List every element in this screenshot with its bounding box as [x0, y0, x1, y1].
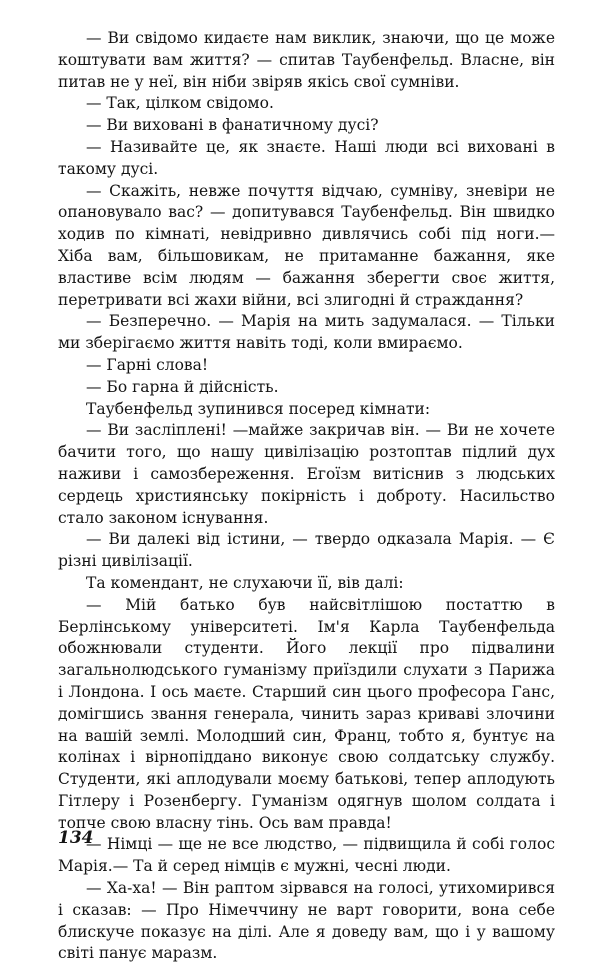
- paragraph: — Німці — ще не все людство, — підвищила й собі голос Марія.— Та й серед німців є мужні, чесні люди.: [58, 835, 555, 876]
- paragraph: — Ха-ха! — Він раптом зірвався на голосі, утихомирився і сказав: — Про Німеччину не варт говорити, вона себе блискуче показує на ділі. Але я доведу вам, що і у вашому світі панує маразм.: [58, 879, 555, 963]
- paragraph: — Бо гарна й дійсність.: [86, 377, 279, 396]
- paragraph: Та комендант, не слухаючи її, вів далі:: [86, 573, 404, 592]
- paragraph: — Ви далекі від істини, — твердо одказала Марія. — Є різні цивілізації.: [58, 530, 555, 571]
- body-text: [58, 28, 555, 965]
- paragraph: — Так, цілком свідомо.: [86, 94, 274, 113]
- paragraph: — Гарні слова!: [86, 355, 209, 374]
- paragraph: — Ви засліплені! —майже закричав він. — Ви не хочете бачити того, що нашу цивілізацію розтоптав підлий дух наживи і самозбереження. Егоїзм витіснив з людських сердець християнську покірність і доброту. Насильство стало законом існування.: [58, 421, 555, 527]
- paragraph: — Скажіть, невже почуття відчаю, сумніву, зневіри не опановувало вас? — допитувався Таубенфельд. Він швидко ходив по кімнаті, невідривно дивлячись собі під ноги.— Хіба вам, більшовикам, не притаманне бажання, яке властиве всім людям — бажання зберегти своє життя, перетривати всі жахи війни, всі злигодні й страждання?: [58, 181, 555, 309]
- paragraph: — Ви свідомо кидаєте нам виклик, знаючи, що це може коштувати вам життя? — спитав Таубенфельд. Власне, він питав не у неї, він ніби звіряв якісь свої сумніви.: [58, 29, 555, 91]
- paragraph: — Мій батько був найсвітлішою постаттю в Берлінському університеті. Ім'я Карла Таубенфельда обожнювали студенти. Його лекції про підвалини загальнолюдського гуманізму приїздили слухати з Парижа і Лондона. І ось маєте. Старший син цього професора Ганс, домігшись звання генерала, чинить зараз криваві злочини на вашій землі. Молодший син, Франц, тобто я, бунтує на колінах і вірнопіддано виконує свою солдатську службу. Студенти, які аплодували моєму батькові, тепер аплодують Гітлеру і Розенбергу. Гуманізм одягнув шолом солдата і топче свою власну тінь. Ось вам правда!: [58, 595, 555, 832]
- paragraph: Таубенфельд зупинився посеред кімнати:: [86, 399, 431, 418]
- paragraph: — Ви виховані в фанатичному дусі?: [86, 116, 379, 135]
- paragraph: — Безперечно. — Марія на мить задумалася. — Тільки ми зберігаємо життя навіть тоді, коли вмираємо.: [58, 312, 555, 353]
- paragraph: — Називайте це, як знаєте. Наші люди всі виховані в такому дусі.: [58, 137, 555, 178]
- page-number: 134: [58, 828, 94, 848]
